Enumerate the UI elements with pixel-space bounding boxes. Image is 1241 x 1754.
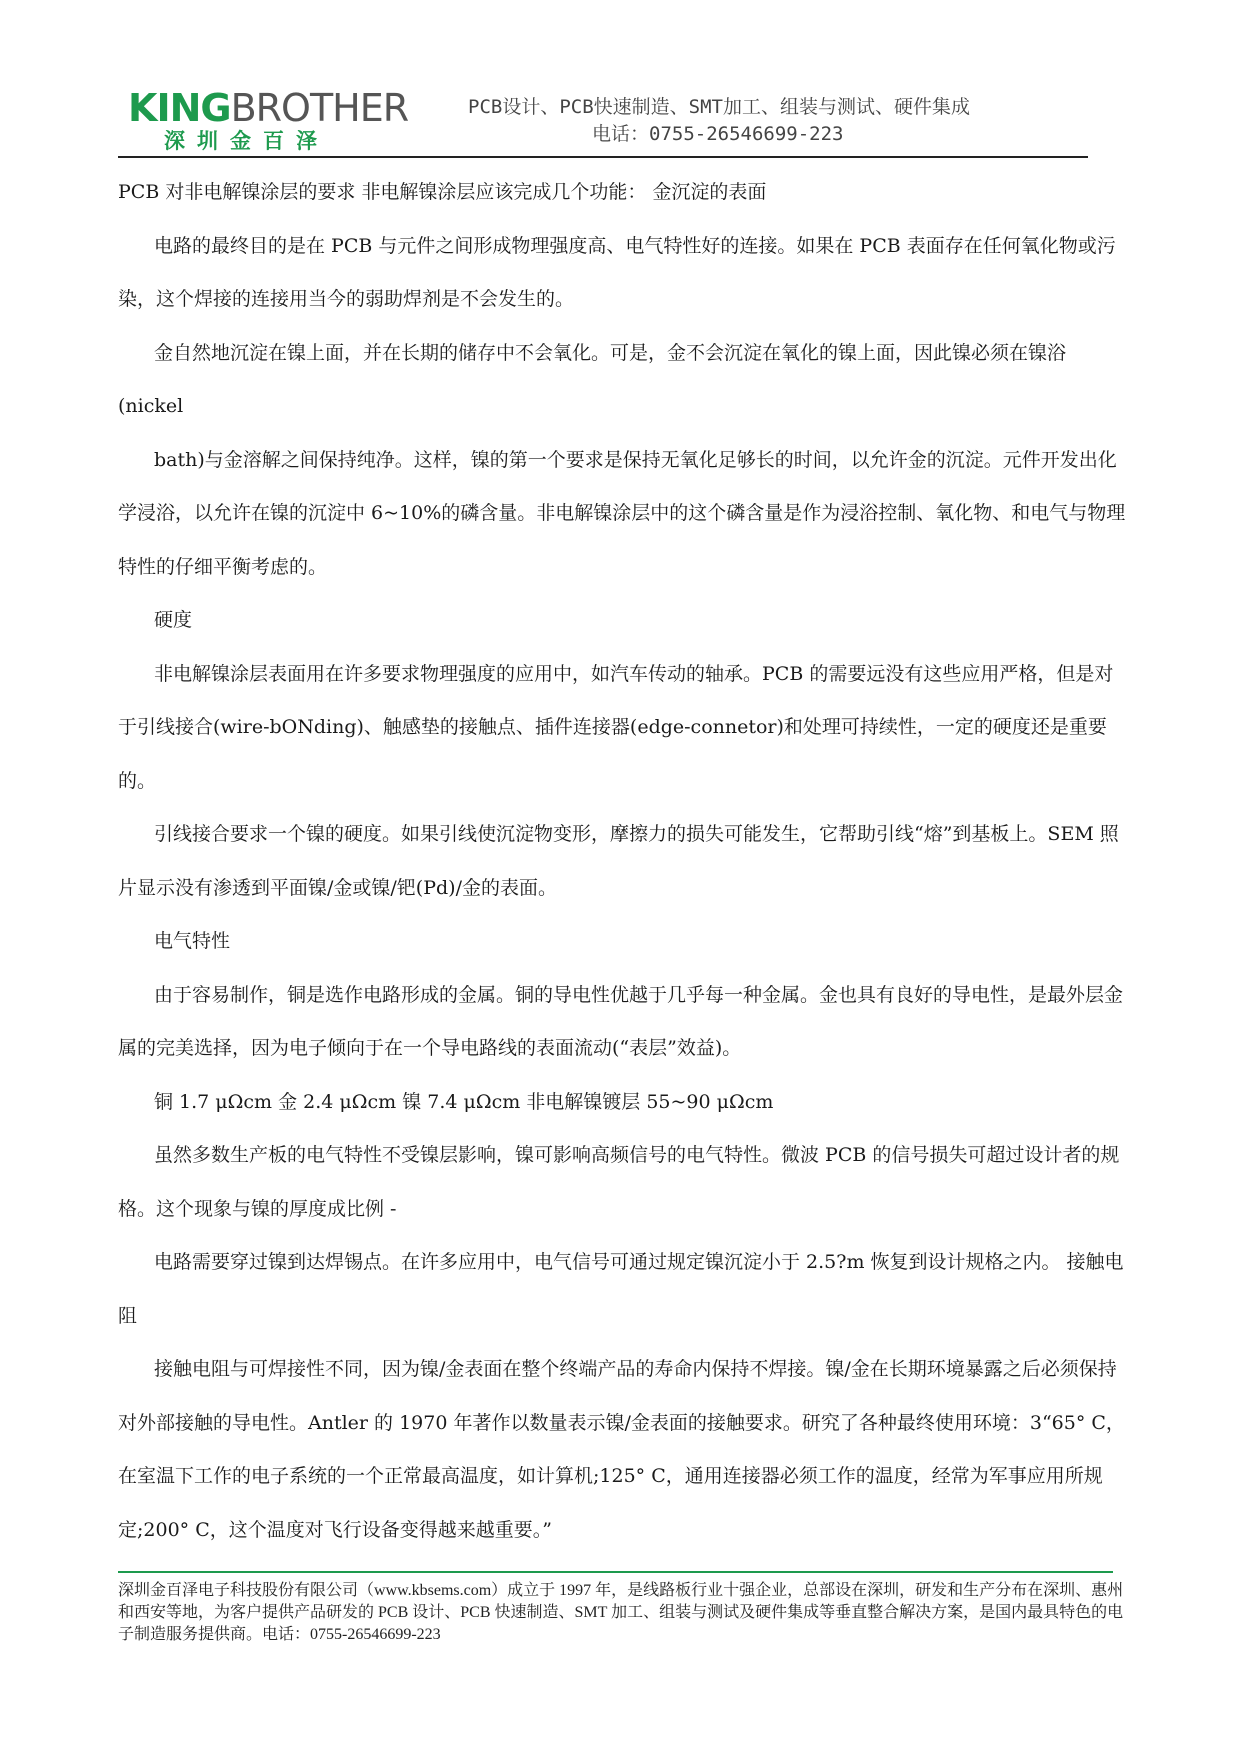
paragraph: 电路的最终目的是在 PCB 与元件之间形成物理强度高、电气特性好的连接。如果在 PCB 表面存在任何氧化物或污染，这个焊接的连接用当今的弱助焊剂是不会发生的。 [118, 234, 1116, 310]
footer-divider [118, 1571, 1113, 1573]
paragraph: 由于容易制作，铜是选作电路形成的金属。铜的导电性优越于几乎每一种金属。金也具有良好的导电性，是最外层金属的完美选择，因为电子倾向于在一个导电路线的表面流动(“表层”效益)。 [118, 983, 1124, 1059]
paragraph: 非电解镍涂层表面用在许多要求物理强度的应用中，如汽车传动的轴承。PCB 的需要远没有这些应用严格，但是对于引线接合(wire-bONding)、触感垫的接触点、插件连接器(edge-connetor)和处理可持续性，一定的硬度还是重要的。 [118, 662, 1114, 792]
paragraph: 接触电阻与可焊接性不同，因为镍/金表面在整个终端产品的寿命内保持不焊接。镍/金在长期环境暴露之后必须保持对外部接触的导电性。Antler 的 1970 年著作以数量表示镍/金表面的接触要求。研究了各种最终使用环境：3“65° C，在室温下工作的电子系统的一个正常最高温度，如计算机;125° C，通用连接器必须工作的温度，经常为军事应用所规定;200° C，这个温度对飞行设备变得越来越重要。” [118, 1358, 1125, 1541]
paragraph: bath)与金溶解之间保持纯净。这样，镍的第一个要求是保持无氧化足够长的时间，以允许金的沉淀。元件开发出化学浸浴，以允许在镍的沉淀中 6~10%的磷含量。非电解镍涂层中的这个磷含量是作为浸浴控制、氧化物、和电气与物理特性的仔细平衡考虑的。 [118, 448, 1126, 578]
document-title-line: PCB 对非电解镍涂层的要求 非电解镍涂层应该完成几个功能： 金沉淀的表面 [118, 181, 767, 203]
paragraph: 电路需要穿过镍到达焊锡点。在许多应用中，电气信号可通过规定镍沉淀小于 2.5?m 恢复到设计规格之内。 接触电阻 [118, 1251, 1124, 1327]
header-phone: 电话：0755-26546699-223 [592, 123, 844, 145]
resistivity-values: 铜 1.7 μΩcm 金 2.4 μΩcm 镍 7.4 μΩcm 非电解镍镀层 55~90 μΩcm [154, 1090, 774, 1113]
header-services-line: PCB设计、PCB快速制造、SMT加工、组装与测试、硬件集成 [468, 96, 970, 118]
paragraph: 虽然多数生产板的电气特性不受镍层影响，镍可影响高频信号的电气特性。微波 PCB 的信号损失可超过设计者的规格。这个现象与镍的厚度成比例 - [118, 1144, 1120, 1220]
header-divider [118, 156, 1088, 158]
paragraph: 金自然地沉淀在镍上面，并在长期的储存中不会氧化。可是，金不会沉淀在氧化的镍上面，因此镍必须在镍浴(nickel [118, 341, 1067, 417]
company-logo [128, 88, 418, 154]
logo-chinese-name: 深圳金百泽 [164, 129, 329, 153]
paragraph: 引线接合要求一个镍的硬度。如果引线使沉淀物变形，摩擦力的损失可能发生，它帮助引线“熔”到基板上。SEM 照片显示没有渗透到平面镍/金或镍/钯(Pd)/金的表面。 [118, 823, 1119, 899]
header-slogan-block [468, 94, 970, 148]
logo-wordmark [128, 88, 418, 128]
logo-wordmark-brother: BROTHER [230, 86, 409, 130]
logo-wordmark-king: KING [128, 86, 231, 130]
footer-company-info: 深圳金百泽电子科技股份有限公司（www.kbsems.com）成立于 1997 年，是线路板行业十强企业，总部设在深圳，研发和生产分布在深圳、惠州和西安等地，为客户提供产品研发的 PCB 设计、PCB 快速制造、SMT 加工、组装与测试及硬件集成等垂直整合解决方案，是国内最具特色的电子制造服务提供商。电话：0755-26546699-223 [118, 1582, 1124, 1643]
section-heading-electrical: 电气特性 [154, 930, 231, 952]
document-body [118, 166, 1130, 1557]
section-heading-hardness: 硬度 [154, 609, 193, 631]
